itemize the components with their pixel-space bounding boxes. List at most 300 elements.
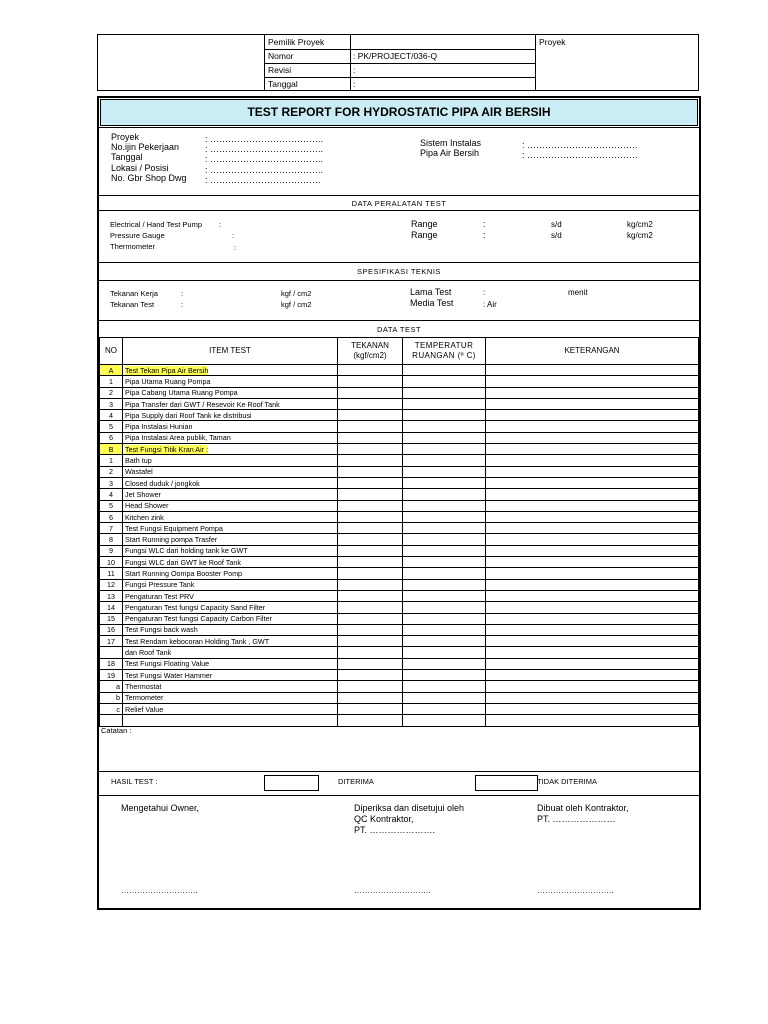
table-row <box>100 715 699 726</box>
header-divider <box>350 35 351 90</box>
row-item-test <box>123 703 338 714</box>
row-number <box>100 534 123 545</box>
row-temperatur-cell[interactable] <box>403 670 486 681</box>
row-tekanan-cell[interactable] <box>338 511 403 522</box>
row-number-text: 7 <box>109 523 113 533</box>
info-value: : ………………………………. <box>205 175 321 185</box>
row-item-test <box>123 376 338 387</box>
spec-label: Media Test <box>410 298 454 308</box>
divider <box>99 262 699 263</box>
row-item-test <box>123 477 338 488</box>
document-header <box>97 34 699 91</box>
row-number-text: 6 <box>109 433 113 443</box>
row-number <box>100 432 123 443</box>
row-tekanan-cell[interactable] <box>338 715 403 726</box>
table-row <box>100 703 699 714</box>
table-row <box>100 466 699 477</box>
row-item-text: Pipa Utama Ruang Pompa <box>125 376 211 386</box>
accepted-label: DITERIMA <box>338 777 374 786</box>
row-tekanan-cell[interactable] <box>338 703 403 714</box>
row-item-text: Bath tup <box>125 456 152 466</box>
row-item-test <box>123 500 338 511</box>
row-number-text: A <box>108 365 114 375</box>
header-value: : <box>353 79 356 89</box>
signature-contractor-company: PT. ………………… <box>537 814 616 824</box>
row-temperatur-cell[interactable] <box>403 455 486 466</box>
table-row <box>100 624 699 635</box>
row-keterangan-cell[interactable] <box>486 432 699 443</box>
result-label: HASIL TEST : <box>111 777 158 786</box>
row-item-test <box>123 681 338 692</box>
spec-colon: : <box>181 289 184 298</box>
section-title-peralatan: DATA PERALATAN TEST <box>351 199 447 208</box>
row-item-text: Test Fungsi Floating Value <box>125 659 210 669</box>
row-tekanan-cell[interactable] <box>338 376 403 387</box>
row-number <box>100 568 123 579</box>
spec-unit: kgf / cm2 <box>281 289 312 298</box>
header-value: : PK/PROJECT/036-Q <box>353 51 438 61</box>
row-tekanan-cell[interactable] <box>338 455 403 466</box>
table-row <box>100 376 699 387</box>
range-colon: : <box>483 230 486 240</box>
signature-owner-title: Mengetahui Owner, <box>121 803 200 813</box>
row-keterangan-cell[interactable] <box>486 568 699 579</box>
row-item-text: Pipa Instalasi Area publik, Taman <box>125 433 231 443</box>
row-number <box>100 715 123 726</box>
row-number-text: a <box>116 681 120 691</box>
row-item-text: Pipa Cabang Utama Ruang Pompa <box>125 388 238 398</box>
row-item-text: dan Roof Tank <box>125 648 172 658</box>
row-temperatur-cell[interactable] <box>403 523 486 534</box>
row-item-test <box>123 590 338 601</box>
row-keterangan-cell[interactable] <box>486 376 699 387</box>
row-number-text: 2 <box>109 388 113 398</box>
range-colon: : <box>483 219 486 229</box>
row-item-text: Start Running Oompa Booster Pomp <box>125 568 243 578</box>
row-temperatur-cell[interactable] <box>403 489 486 500</box>
notes-label: Catatan : <box>101 726 132 735</box>
table-row <box>100 523 699 534</box>
row-tekanan-cell[interactable] <box>338 670 403 681</box>
row-item-test <box>123 715 338 726</box>
row-number <box>100 500 123 511</box>
row-number <box>100 523 123 534</box>
row-number-text: 1 <box>109 376 113 386</box>
table-row <box>100 477 699 488</box>
row-temperatur-cell[interactable] <box>403 545 486 556</box>
row-item-text: Jet Shower <box>125 489 161 499</box>
row-keterangan-cell[interactable] <box>486 715 699 726</box>
section-title-spesifikasi: SPESIFIKASI TEKNIS <box>357 267 441 276</box>
row-item-test <box>123 365 338 376</box>
row-item-text: Relief Value <box>125 704 164 714</box>
row-number-text: 17 <box>107 636 115 646</box>
row-number <box>100 365 123 376</box>
row-tekanan-cell[interactable] <box>338 647 403 658</box>
spec-colon: : Air <box>483 300 497 309</box>
row-tekanan-cell[interactable] <box>338 658 403 669</box>
row-tekanan-cell[interactable] <box>338 500 403 511</box>
row-item-text: Test Tekan Pipa Air Bersih <box>125 365 209 375</box>
row-item-test <box>123 557 338 568</box>
row-keterangan-cell[interactable] <box>486 670 699 681</box>
signature-contractor-title: Dibuat oleh Kontraktor, <box>537 803 629 813</box>
row-keterangan-cell[interactable] <box>486 387 699 398</box>
row-temperatur-cell[interactable] <box>403 681 486 692</box>
row-number-text: 15 <box>107 614 115 624</box>
row-item-text: Test Fungsi Water Hammer <box>125 670 213 680</box>
info-value: : ………………………………. <box>522 150 638 160</box>
data-test-table <box>99 337 699 727</box>
row-number-text: 11 <box>107 568 115 578</box>
row-keterangan-cell[interactable] <box>486 398 699 409</box>
col-header-item: ITEM TEST <box>123 338 338 365</box>
row-number <box>100 376 123 387</box>
table-row <box>100 557 699 568</box>
accepted-checkbox[interactable] <box>264 775 319 791</box>
range-label: Range <box>411 230 438 240</box>
logo-area <box>98 35 265 90</box>
row-keterangan-cell[interactable] <box>486 477 699 488</box>
divider <box>99 210 699 211</box>
row-number <box>100 624 123 635</box>
row-number <box>100 647 123 658</box>
spec-label: Tekanan Kerja <box>110 289 158 298</box>
row-keterangan-cell[interactable] <box>486 421 699 432</box>
row-temperatur-cell[interactable] <box>403 421 486 432</box>
spec-colon: : <box>483 288 486 297</box>
col-header-no: NO <box>100 338 123 365</box>
row-tekanan-cell[interactable] <box>338 602 403 613</box>
row-temperatur-cell[interactable] <box>403 658 486 669</box>
row-number <box>100 511 123 522</box>
table-row <box>100 444 699 455</box>
row-keterangan-cell[interactable] <box>486 636 699 647</box>
info-value: : ……………………………….. <box>205 165 324 175</box>
table-header-row <box>100 338 699 365</box>
row-temperatur-cell[interactable] <box>403 703 486 714</box>
row-number <box>100 602 123 613</box>
header-row-tanggal <box>265 77 535 91</box>
row-number-text: 13 <box>107 591 115 601</box>
row-temperatur-cell[interactable] <box>403 477 486 488</box>
row-item-text: Termometer <box>125 693 164 703</box>
row-item-text: Test Fungsi Titik Kran Air : <box>125 444 209 454</box>
table-row <box>100 658 699 669</box>
row-keterangan-cell[interactable] <box>486 681 699 692</box>
equipment-label: Thermometer <box>110 242 156 251</box>
row-item-test <box>123 647 338 658</box>
signature-owner-line: ……………………….. <box>121 886 198 895</box>
table-row <box>100 387 699 398</box>
table-row <box>100 421 699 432</box>
row-item-text: Test Fungsi back wash <box>125 625 198 635</box>
row-item-text: Fungsi WLC dari GWT ke Roof Tank <box>125 557 241 567</box>
row-temperatur-cell[interactable] <box>403 715 486 726</box>
row-item-text: Fungsi WLC dari holding tank ke GWT <box>125 546 248 556</box>
divider <box>99 195 699 196</box>
rejected-checkbox[interactable] <box>475 775 538 791</box>
signature-qc-title: Diperiksa dan disetujui oleh <box>354 803 465 813</box>
range-label: Range <box>411 219 438 229</box>
row-item-test <box>123 568 338 579</box>
row-keterangan-cell[interactable] <box>486 489 699 500</box>
row-tekanan-cell[interactable] <box>338 681 403 692</box>
row-item-text: Pengaturan Test fungsi Capacity Carbon Filter <box>125 614 272 624</box>
header-label: Nomor <box>268 51 294 61</box>
row-tekanan-cell[interactable] <box>338 568 403 579</box>
row-tekanan-cell[interactable] <box>338 590 403 601</box>
header-label: Pemilik Proyek <box>268 37 325 47</box>
divider <box>99 280 699 281</box>
row-number-text: c <box>116 704 120 714</box>
info-value: : ……………………………….. <box>205 144 324 154</box>
info-label: No. Gbr Shop Dwg <box>111 173 187 183</box>
row-temperatur-cell[interactable] <box>403 432 486 443</box>
row-temperatur-cell[interactable] <box>403 602 486 613</box>
row-item-text: Pipa Transfer dari GWT / Resevoir Ke Roof Tank <box>125 399 280 409</box>
info-value: : ……………………………….. <box>205 134 324 144</box>
row-keterangan-cell[interactable] <box>486 410 699 421</box>
row-item-test <box>123 387 338 398</box>
info-value: : ……………………………….. <box>205 154 324 164</box>
row-tekanan-cell[interactable] <box>338 636 403 647</box>
row-tekanan-cell[interactable] <box>338 534 403 545</box>
row-keterangan-cell[interactable] <box>486 365 699 376</box>
row-number <box>100 590 123 601</box>
range-unit: kg/cm2 <box>627 220 653 229</box>
row-number-text: 16 <box>107 625 115 635</box>
row-tekanan-cell[interactable] <box>338 579 403 590</box>
table-row <box>100 410 699 421</box>
table-row <box>100 590 699 601</box>
header-label: Revisi <box>268 65 292 75</box>
row-number-text: 3 <box>109 399 113 409</box>
row-temperatur-cell[interactable] <box>403 568 486 579</box>
range-sd: s/d <box>551 231 562 240</box>
row-number-text: 4 <box>109 410 113 420</box>
spec-label: Tekanan Test <box>110 300 155 309</box>
row-keterangan-cell[interactable] <box>486 703 699 714</box>
spec-unit: menit <box>568 288 588 297</box>
rejected-label: TIDAK DITERIMA <box>537 777 598 786</box>
row-tekanan-cell[interactable] <box>338 477 403 488</box>
row-tekanan-cell[interactable] <box>338 545 403 556</box>
table-row <box>100 602 699 613</box>
row-temperatur-cell[interactable] <box>403 466 486 477</box>
equipment-label: Electrical / Hand Test Pump <box>110 220 202 229</box>
row-item-test <box>123 511 338 522</box>
row-item-test <box>123 692 338 703</box>
header-label: Tanggal <box>268 79 298 89</box>
row-tekanan-cell[interactable] <box>338 432 403 443</box>
table-row <box>100 489 699 500</box>
row-keterangan-cell[interactable] <box>486 500 699 511</box>
row-keterangan-cell[interactable] <box>486 658 699 669</box>
row-temperatur-cell[interactable] <box>403 365 486 376</box>
row-item-test <box>123 613 338 624</box>
row-item-test <box>123 624 338 635</box>
header-proyek-label: Proyek <box>539 37 566 47</box>
row-item-text: Test Fungsi Equipment Pompa <box>125 523 223 533</box>
row-number <box>100 421 123 432</box>
row-number <box>100 613 123 624</box>
row-keterangan-cell[interactable] <box>486 557 699 568</box>
row-keterangan-cell[interactable] <box>486 455 699 466</box>
row-keterangan-cell[interactable] <box>486 579 699 590</box>
row-temperatur-cell[interactable] <box>403 636 486 647</box>
equipment-colon: : <box>234 243 237 252</box>
row-item-text: Pipa Instalasi Hunian <box>125 422 193 432</box>
row-temperatur-cell[interactable] <box>403 579 486 590</box>
table-row <box>100 365 699 376</box>
row-temperatur-cell[interactable] <box>403 557 486 568</box>
row-number <box>100 545 123 556</box>
table-row <box>100 681 699 692</box>
row-temperatur-cell[interactable] <box>403 534 486 545</box>
row-item-text: Start Running pompa Trasfer <box>125 535 218 545</box>
row-tekanan-cell[interactable] <box>338 387 403 398</box>
info-label: Pipa Air Bersih <box>420 148 480 158</box>
info-label: Lokasi / Posisi <box>111 163 169 173</box>
row-number-text: 6 <box>109 512 113 522</box>
row-number <box>100 398 123 409</box>
spec-colon: : <box>181 300 184 309</box>
table-row <box>100 432 699 443</box>
row-temperatur-cell[interactable] <box>403 590 486 601</box>
row-tekanan-cell[interactable] <box>338 557 403 568</box>
row-number-text: 3 <box>109 478 113 488</box>
row-item-text: Pipa Supply dari Roof Tank ke distribusi <box>125 410 252 420</box>
row-keterangan-cell[interactable] <box>486 466 699 477</box>
row-temperatur-cell[interactable] <box>403 692 486 703</box>
header-row-owner <box>265 35 535 50</box>
row-number-text: 9 <box>109 546 113 556</box>
row-item-test <box>123 398 338 409</box>
equipment-colon: : <box>232 231 235 240</box>
row-item-test <box>123 432 338 443</box>
row-number <box>100 670 123 681</box>
row-number <box>100 444 123 455</box>
row-temperatur-cell[interactable] <box>403 647 486 658</box>
row-tekanan-cell[interactable] <box>338 624 403 635</box>
row-keterangan-cell[interactable] <box>486 602 699 613</box>
divider <box>99 771 699 772</box>
row-number-text: 12 <box>107 580 115 590</box>
row-number-text: 5 <box>109 501 113 511</box>
row-keterangan-cell[interactable] <box>486 444 699 455</box>
row-keterangan-cell[interactable] <box>486 590 699 601</box>
table-row <box>100 455 699 466</box>
divider <box>99 320 699 321</box>
row-keterangan-cell[interactable] <box>486 647 699 658</box>
header-value: : <box>353 65 356 75</box>
table-row <box>100 534 699 545</box>
row-number-text: 1 <box>109 456 113 466</box>
spec-unit: kgf / cm2 <box>281 300 312 309</box>
info-value: : ………………………………. <box>522 140 638 150</box>
divider <box>99 795 699 796</box>
signature-contractor-line: ……………………….. <box>537 886 614 895</box>
row-item-text: Kitchen zink <box>125 512 164 522</box>
row-number-text: 4 <box>109 489 113 499</box>
row-keterangan-cell[interactable] <box>486 613 699 624</box>
row-item-test <box>123 466 338 477</box>
row-item-test <box>123 489 338 500</box>
row-temperatur-cell[interactable] <box>403 500 486 511</box>
row-temperatur-cell[interactable] <box>403 613 486 624</box>
row-number <box>100 703 123 714</box>
row-item-text: Pengaturan Test fungsi Capacity Sand Filter <box>125 602 266 612</box>
row-tekanan-cell[interactable] <box>338 421 403 432</box>
row-item-test <box>123 545 338 556</box>
row-tekanan-cell[interactable] <box>338 466 403 477</box>
header-proyek-cell <box>535 35 700 90</box>
row-item-test <box>123 579 338 590</box>
section-title-data-test: DATA TEST <box>376 325 422 334</box>
row-number-text: 19 <box>107 670 115 680</box>
row-temperatur-cell[interactable] <box>403 387 486 398</box>
row-tekanan-cell[interactable] <box>338 398 403 409</box>
row-keterangan-cell[interactable] <box>486 692 699 703</box>
table-row <box>100 670 699 681</box>
row-number <box>100 410 123 421</box>
row-temperatur-cell[interactable] <box>403 444 486 455</box>
row-tekanan-cell[interactable] <box>338 489 403 500</box>
row-temperatur-cell[interactable] <box>403 376 486 387</box>
row-number-text: 8 <box>109 535 113 545</box>
row-temperatur-cell[interactable] <box>403 410 486 421</box>
row-number <box>100 681 123 692</box>
signature-qc-line: ……………………….. <box>354 886 431 895</box>
row-tekanan-cell[interactable] <box>338 613 403 624</box>
col-header-temperatur: TEMPERATUR RUANGAN (º C) <box>403 338 486 365</box>
row-item-text: Pengaturan Test PRV <box>125 591 194 601</box>
equipment-colon: : <box>219 220 222 229</box>
row-temperatur-cell[interactable] <box>403 398 486 409</box>
row-item-test <box>123 523 338 534</box>
header-row-nomor <box>265 49 535 64</box>
row-keterangan-cell[interactable] <box>486 534 699 545</box>
row-tekanan-cell[interactable] <box>338 523 403 534</box>
row-item-test <box>123 658 338 669</box>
row-item-text: Fungsi Pressure Tank <box>125 580 195 590</box>
table-row <box>100 568 699 579</box>
row-temperatur-cell[interactable] <box>403 624 486 635</box>
row-keterangan-cell[interactable] <box>486 523 699 534</box>
row-number <box>100 387 123 398</box>
row-item-test <box>123 670 338 681</box>
row-temperatur-cell[interactable] <box>403 511 486 522</box>
row-item-test <box>123 421 338 432</box>
row-tekanan-cell[interactable] <box>338 410 403 421</box>
row-tekanan-cell[interactable] <box>338 365 403 376</box>
row-number <box>100 579 123 590</box>
row-number-text: 14 <box>107 602 115 612</box>
row-item-text: Head Shower <box>125 501 169 511</box>
row-tekanan-cell[interactable] <box>338 444 403 455</box>
header-row-revisi <box>265 63 535 78</box>
row-keterangan-cell[interactable] <box>486 624 699 635</box>
row-keterangan-cell[interactable] <box>486 545 699 556</box>
row-keterangan-cell[interactable] <box>486 511 699 522</box>
row-number <box>100 692 123 703</box>
table-row <box>100 613 699 624</box>
row-number <box>100 455 123 466</box>
table-row <box>100 692 699 703</box>
row-item-test <box>123 602 338 613</box>
row-tekanan-cell[interactable] <box>338 692 403 703</box>
